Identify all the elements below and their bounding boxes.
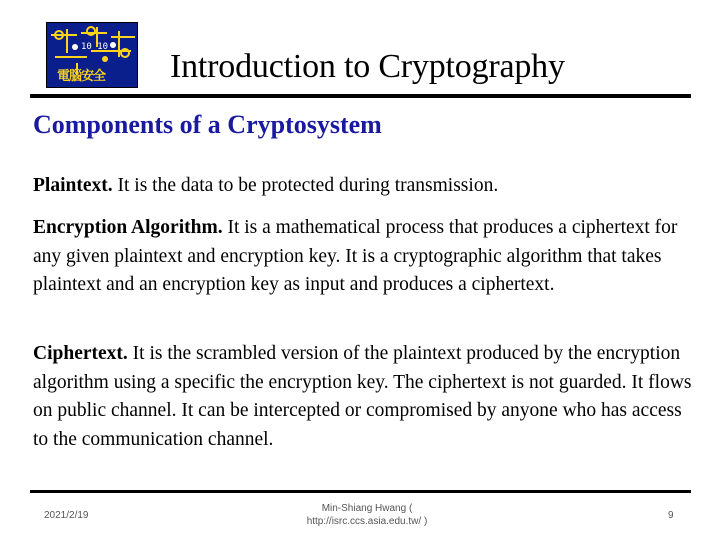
definition-text: It is the data to be protected during transmission. — [112, 175, 499, 196]
definition-plaintext — [33, 172, 693, 201]
svg-text:10 10: 10 10 — [81, 42, 109, 52]
section-heading: Components of a Cryptosystem — [33, 110, 382, 139]
definition-text: It is a mathematical process that produces a ciphertext for any given plaintext and encryption key. It is a cryptographic algorithm that takes plaintext and an encryption key as input and produces a ciphertext. — [33, 217, 678, 295]
footer-author-name: Min-Shiang Hwang ( — [321, 503, 413, 514]
title-divider — [30, 94, 691, 98]
term-label: Plaintext. — [33, 175, 113, 196]
footer-author-url: http://isrc.ccs.asia.edu.tw/ ) — [306, 516, 428, 527]
slide-title: Introduction to Cryptography — [170, 48, 565, 85]
logo-text: 電腦安全 — [57, 69, 106, 84]
term-label: Ciphertext. — [33, 343, 128, 364]
footer-date: 2021/2/19 — [44, 510, 89, 521]
course-logo — [46, 22, 138, 88]
footer-divider — [30, 490, 691, 493]
term-label: Encryption Algorithm. — [33, 217, 223, 238]
page-number: 9 — [668, 510, 674, 521]
definition-text: It is the scrambled version of the plaintext produced by the encryption algorithm using a specific the encryption key. The ciphertext is not guarded. It flows on public channel. It can be intercepted or compromised by anyone who has access to the communication channel. — [33, 343, 692, 450]
definition-encryption-algorithm — [33, 214, 693, 300]
footer-author — [272, 502, 462, 528]
definition-ciphertext — [33, 340, 693, 454]
